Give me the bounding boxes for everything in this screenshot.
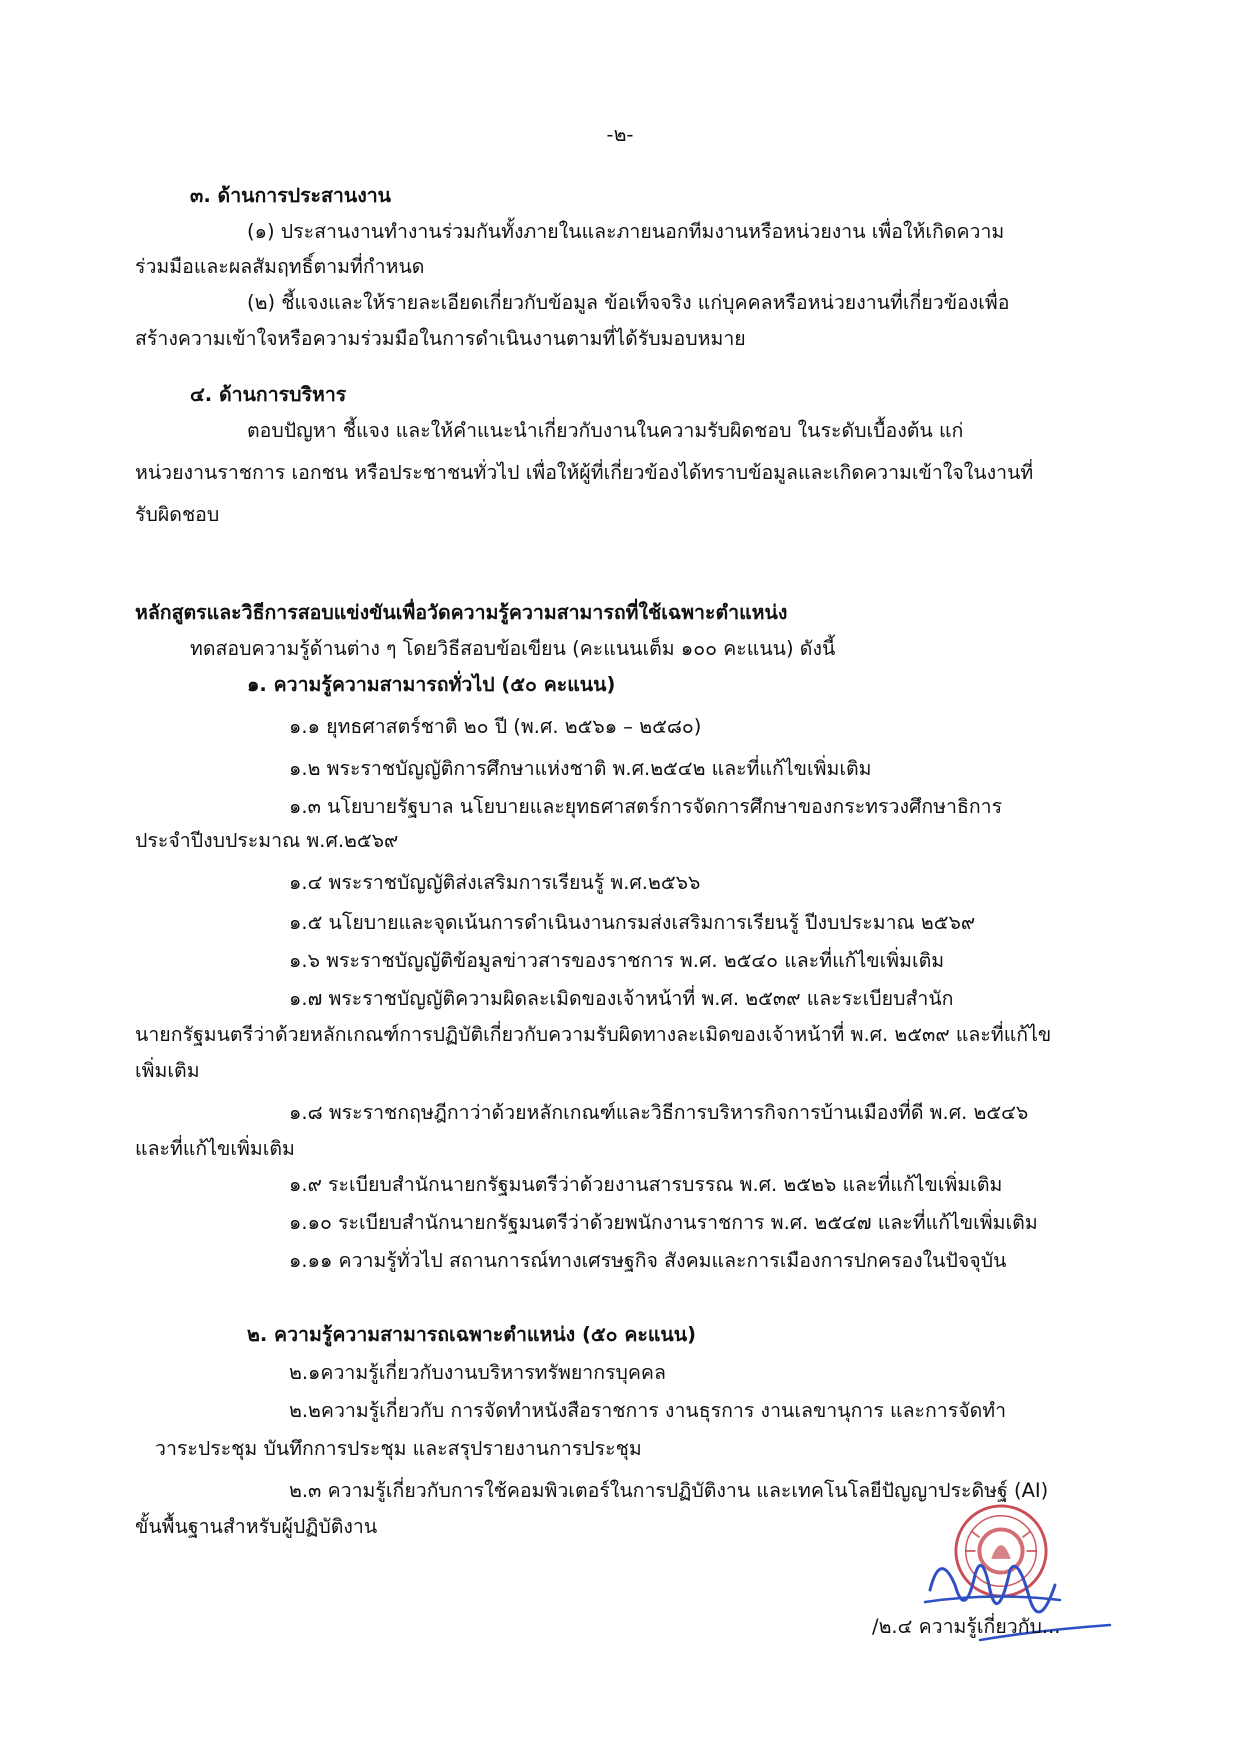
item-1-3-line2: ประจำปีงบประมาณ พ.ศ.๒๕๖๙ bbox=[135, 829, 399, 852]
item-1-5: ๑.๕ นโยบายและจุดเน้นการดำเนินงานกรมส่งเสริมการเรียนรู้ ปีงบประมาณ ๒๕๖๙ bbox=[289, 911, 976, 934]
item-2-2-line2: วาระประชุม บันทึกการประชุม และสรุปรายงานการประชุม bbox=[155, 1437, 642, 1460]
item-2-3-line1: ๒.๓ ความรู้เกี่ยวกับการใช้คอมพิวเตอร์ในการปฏิบัติงาน และเทคโนโลยีปัญญาประดิษฐ์ (AI) bbox=[289, 1479, 1049, 1502]
item-1-9: ๑.๙ ระเบียบสำนักนายกรัฐมนตรีว่าด้วยงานสารบรรณ พ.ศ. ๒๕๒๖ และที่แก้ไขเพิ่มเติม bbox=[289, 1173, 1003, 1196]
administration-line3: รับผิดชอบ bbox=[135, 503, 220, 526]
item-1-8-line2: และที่แก้ไขเพิ่มเติม bbox=[135, 1137, 295, 1160]
item-1-1: ๑.๑ ยุทธศาสตร์ชาติ ๒๐ ปี (พ.ศ. ๒๕๖๑ – ๒๕๘๐) bbox=[289, 715, 702, 738]
administration-line2: หน่วยงานราชการ เอกชน หรือประชาชนทั่วไป เพื่อให้ผู้ที่เกี่ยวข้องได้ทราบข้อมูลและเกิดความเข้าใจในงานที่ bbox=[135, 461, 1034, 484]
coordination-item2-line2: สร้างความเข้าใจหรือความร่วมมือในการดำเนินงานตามที่ได้รับมอบหมาย bbox=[135, 327, 746, 350]
item-1-6: ๑.๖ พระราชบัญญัติข้อมูลข่าวสารของราชการ พ.ศ. ๒๕๔๐ และที่แก้ไขเพิ่มเติม bbox=[289, 949, 945, 972]
coordination-item1-line2: ร่วมมือและผลสัมฤทธิ์ตามที่กำหนด bbox=[135, 255, 425, 278]
item-2-2-line1: ๒.๒ความรู้เกี่ยวกับ การจัดทำหนังสือราชการ งานธุรการ งานเลขานุการ และการจัดทำ bbox=[289, 1399, 1007, 1422]
coordination-item2-line1: (๒) ชี้แจงและให้รายละเอียดเกี่ยวกับข้อมูล ข้อเท็จจริง แก่บุคคลหรือหน่วยงานที่เกี่ยวข้องเพื่อ bbox=[247, 291, 1010, 314]
part1-heading: ๑. ความรู้ความสามารถทั่วไป (๕๐ คะแนน) bbox=[247, 673, 616, 696]
continuation-note: /๒.๔ ความรู้เกี่ยวกับ... bbox=[872, 1615, 1061, 1638]
item-1-8-line1: ๑.๘ พระราชกฤษฎีกาว่าด้วยหลักเกณฑ์และวิธีการบริหารกิจการบ้านเมืองที่ดี พ.ศ. ๒๕๔๖ bbox=[289, 1101, 1029, 1124]
section-administration-heading: ๔. ด้านการบริหาร bbox=[190, 383, 347, 406]
section-coordination-heading: ๓. ด้านการประสานงาน bbox=[190, 184, 392, 207]
item-1-4: ๑.๔ พระราชบัญญัติส่งเสริมการเรียนรู้ พ.ศ.๒๕๖๖ bbox=[289, 871, 701, 894]
item-1-2: ๑.๒ พระราชบัญญัติการศึกษาแห่งชาติ พ.ศ.๒๕๔๒ และที่แก้ไขเพิ่มเติม bbox=[289, 757, 872, 780]
page-number: -๒- bbox=[606, 123, 634, 146]
curriculum-title: หลักสูตรและวิธีการสอบแข่งขันเพื่อวัดความรู้ความสามารถที่ใช้เฉพาะตำแหน่ง bbox=[135, 601, 788, 624]
item-1-10: ๑.๑๐ ระเบียบสำนักนายกรัฐมนตรีว่าด้วยพนักงานราชการ พ.ศ. ๒๕๔๗ และที่แก้ไขเพิ่มเติม bbox=[289, 1211, 1038, 1234]
item-2-3-line2: ขั้นพื้นฐานสำหรับผู้ปฏิบัติงาน bbox=[135, 1515, 378, 1538]
item-1-7-line2: นายกรัฐมนตรีว่าด้วยหลักเกณฑ์การปฏิบัติเกี่ยวกับความรับผิดทางละเมิดของเจ้าหน้าที่ พ.ศ. ๒๕๓๙ และที่แก้ไข bbox=[135, 1023, 1052, 1046]
coordination-item1-line1: (๑) ประสานงานทำงานร่วมกันทั้งภายในและภายนอกทีมงานหรือหน่วยงาน เพื่อให้เกิดความ bbox=[247, 220, 1005, 243]
item-1-11: ๑.๑๑ ความรู้ทั่วไป สถานการณ์ทางเศรษฐกิจ สังคมและการเมืองการปกครองในปัจจุบัน bbox=[289, 1249, 1007, 1272]
part2-heading: ๒. ความรู้ความสามารถเฉพาะตำแหน่ง (๕๐ คะแนน) bbox=[247, 1323, 696, 1346]
item-1-3-line1: ๑.๓ นโยบายรัฐบาล นโยบายและยุทธศาสตร์การจัดการศึกษาของกระทรวงศึกษาธิการ bbox=[289, 795, 1003, 818]
item-1-7-line3: เพิ่มเติม bbox=[135, 1059, 200, 1082]
item-2-1: ๒.๑ความรู้เกี่ยวกับงานบริหารทรัพยากรบุคคล bbox=[289, 1361, 666, 1384]
curriculum-intro: ทดสอบความรู้ด้านต่าง ๆ โดยวิธีสอบข้อเขียน (คะแนนเต็ม ๑๐๐ คะแนน) ดังนี้ bbox=[190, 637, 836, 660]
item-1-7-line1: ๑.๗ พระราชบัญญัติความผิดละเมิดของเจ้าหน้าที่ พ.ศ. ๒๕๓๙ และระเบียบสำนัก bbox=[289, 987, 954, 1010]
administration-line1: ตอบปัญหา ชี้แจง และให้คำแนะนำเกี่ยวกับงานในความรับผิดชอบ ในระดับเบื้องต้น แก่ bbox=[247, 419, 964, 442]
